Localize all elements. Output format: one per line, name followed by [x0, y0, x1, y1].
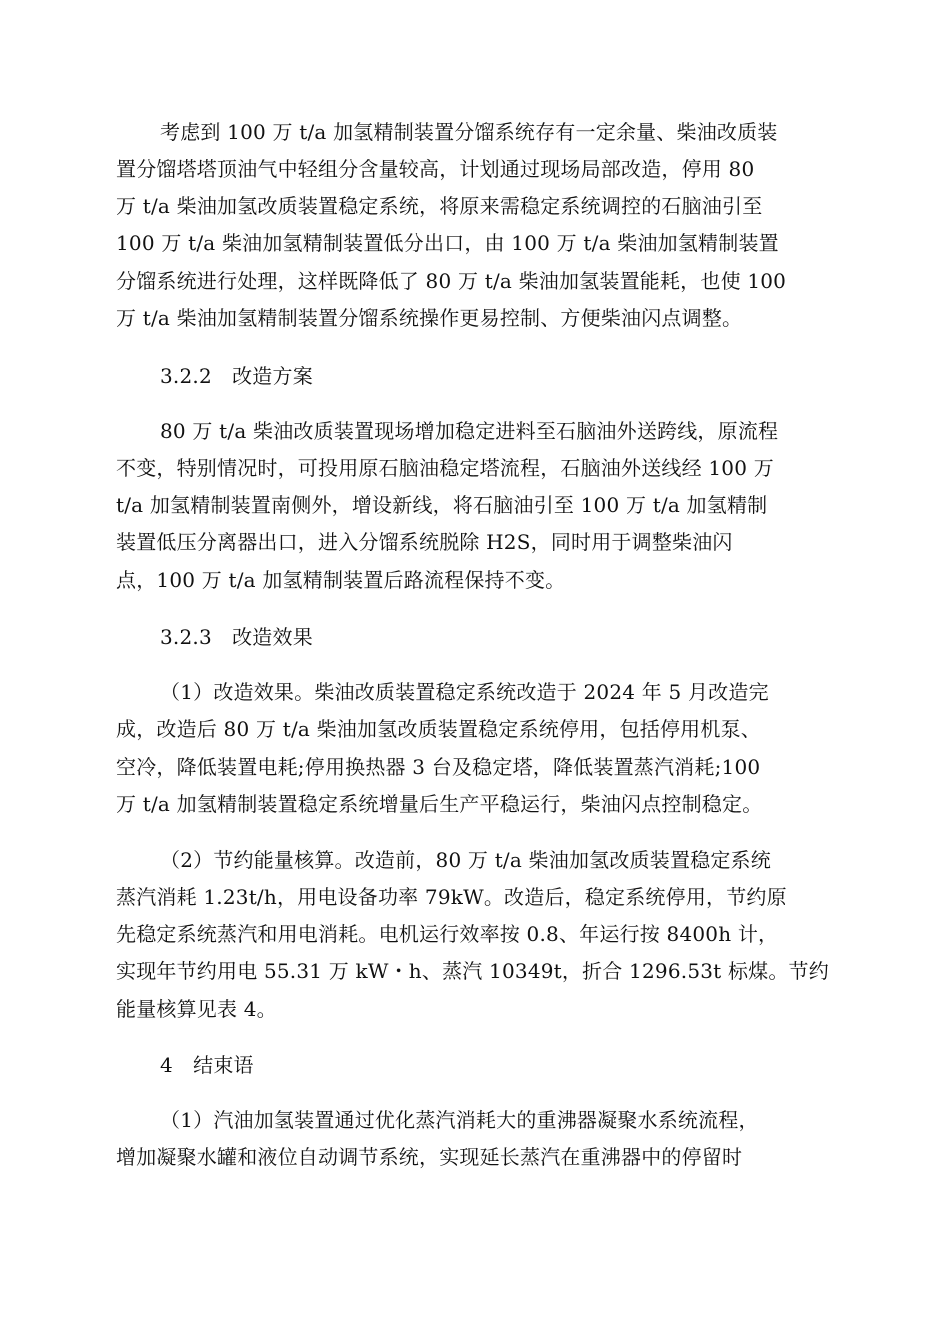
paragraph-1-line-3: 万 t/a 柴油加氢改质装置稳定系统，将原来需稳定系统调控的石脑油引至 [116, 194, 763, 218]
paragraph-1-line-6: 万 t/a 柴油加氢精制装置分馏系统操作更易控制、方便柴油闪点调整。 [116, 306, 743, 330]
section-heading-4: 4 结束语 [160, 1053, 254, 1077]
paragraph-2-line-4: 装置低压分离器出口，进入分馏系统脱除 H2S，同时用于调整柴油闪 [116, 530, 733, 554]
paragraph-2-line-3: t/a 加氢精制装置南侧外，增设新线，将石脑油引至 100 万 t/a 加氢精制 [116, 493, 768, 517]
paragraph-5-line-1: （1）汽油加氢装置通过优化蒸汽消耗大的重沸器凝聚水系统流程， [160, 1108, 759, 1132]
paragraph-4-line-1: （2）节约能量核算。改造前，80 万 t/a 柴油加氢改质装置稳定系统 [160, 848, 771, 872]
section-heading-3-2-3: 3.2.3 改造效果 [160, 625, 313, 649]
paragraph-3-line-3: 空冷，降低装置电耗;停用换热器 3 台及稳定塔，降低装置蒸汽消耗;100 [116, 755, 761, 779]
paragraph-4-line-4: 实现年节约用电 55.31 万 kW・h、蒸汽 10349t，折合 1296.53t 标煤。节约 [116, 959, 829, 983]
paragraph-4-line-5: 能量核算见表 4。 [116, 997, 277, 1021]
paragraph-3-line-2: 成，改造后 80 万 t/a 柴油加氢改质装置稳定系统停用，包括停用机泵、 [116, 717, 761, 741]
paragraph-4-line-3: 先稳定系统蒸汽和用电消耗。电机运行效率按 0.8、年运行按 8400h 计， [116, 922, 779, 946]
section-heading-3-2-2: 3.2.2 改造方案 [160, 364, 313, 388]
paragraph-2-line-1: 80 万 t/a 柴油改质装置现场增加稳定进料至石脑油外送跨线，原流程 [160, 419, 779, 443]
paragraph-2-line-5: 点，100 万 t/a 加氢精制装置后路流程保持不变。 [116, 568, 566, 592]
paragraph-1-line-4: 100 万 t/a 柴油加氢精制装置低分出口，由 100 万 t/a 柴油加氢精制装置 [116, 231, 779, 255]
paragraph-4-line-2: 蒸汽消耗 1.23t/h，用电设备功率 79kW。改造后，稳定系统停用，节约原 [116, 885, 787, 909]
paragraph-3-line-1: （1）改造效果。柴油改质装置稳定系统改造于 2024 年 5 月改造完 [160, 680, 769, 704]
paragraph-1-line-5: 分馏系统进行处理，这样既降低了 80 万 t/a 柴油加氢装置能耗，也使 100 [116, 269, 787, 293]
paragraph-3-line-4: 万 t/a 加氢精制装置稳定系统增量后生产平稳运行，柴油闪点控制稳定。 [116, 792, 763, 816]
paragraph-2-line-2: 不变，特别情况时，可投用原石脑油稳定塔流程，石脑油外送线经 100 万 [116, 456, 774, 480]
paragraph-1-line-1: 考虑到 100 万 t/a 加氢精制装置分馏系统存有一定余量、柴油改质装 [160, 120, 778, 144]
paragraph-1-line-2: 置分馏塔塔顶油气中轻组分含量较高，计划通过现场局部改造，停用 80 [116, 157, 755, 181]
paragraph-5-line-2: 增加凝聚水罐和液位自动调节系统，实现延长蒸汽在重沸器中的停留时 [116, 1145, 743, 1169]
